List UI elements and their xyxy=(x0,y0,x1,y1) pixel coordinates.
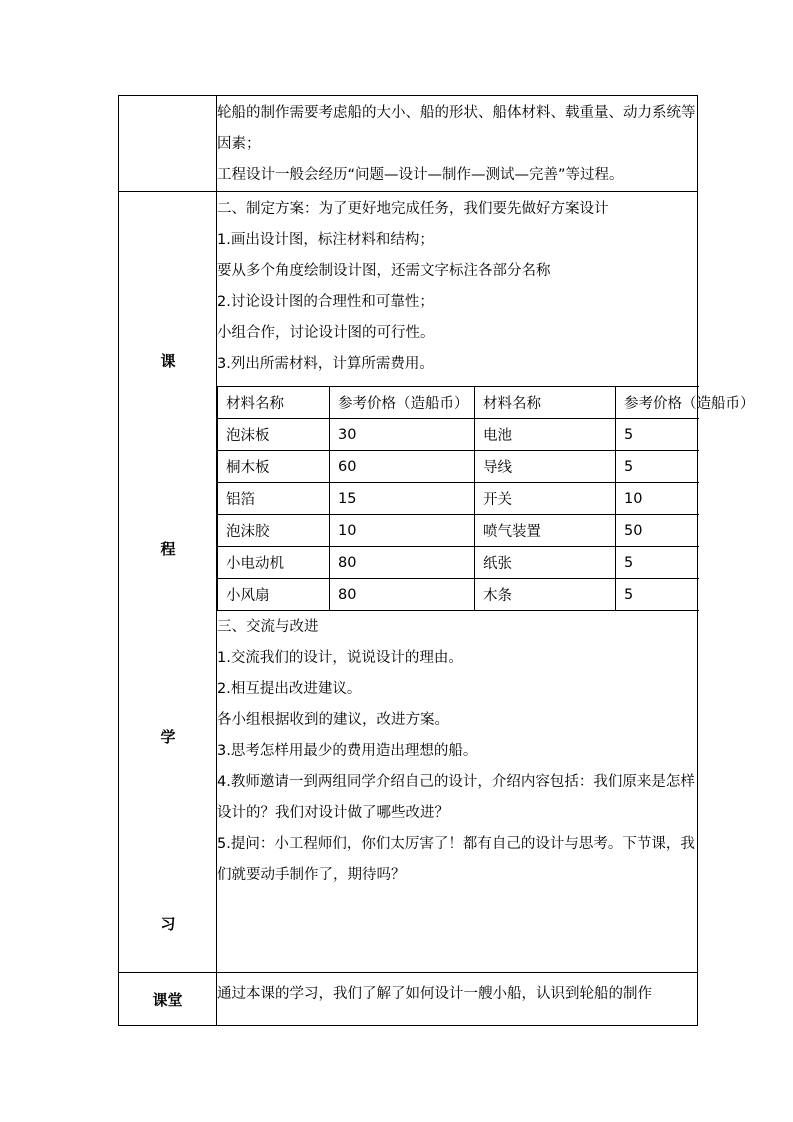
material-price: 80 xyxy=(330,547,475,579)
material-price: 10 xyxy=(330,515,475,547)
material-price: 50 xyxy=(616,515,699,547)
header-material-name-1: 材料名称 xyxy=(218,387,330,419)
exchange-heading: 三、交流与改进 xyxy=(217,619,319,635)
exchange-step-5: 5.提问：小工程师们，你们太厉害了！都有自己的设计与思考。下节课，我们就要动手制作了，期待吗？ xyxy=(217,836,695,883)
table-row xyxy=(218,547,699,579)
material-price: 30 xyxy=(330,419,475,451)
material-name: 泡沫胶 xyxy=(218,515,330,547)
plan-step-1-note: 要从多个角度绘制设计图，还需文字标注各部分名称 xyxy=(217,263,551,279)
label-char-2: 程 xyxy=(160,540,176,558)
label-char-1: 课 xyxy=(160,352,176,370)
material-price: 80 xyxy=(330,579,475,611)
table-row xyxy=(218,515,699,547)
material-price: 5 xyxy=(616,451,699,483)
material-name: 木条 xyxy=(475,579,616,611)
material-name: 桐木板 xyxy=(218,451,330,483)
material-name: 泡沫板 xyxy=(218,419,330,451)
plan-heading: 二、制定方案：为了更好地完成任务，我们要先做好方案设计 xyxy=(217,201,609,217)
material-price: 15 xyxy=(330,483,475,515)
exchange-step-1: 1.交流我们的设计，说说设计的理由。 xyxy=(217,650,463,666)
material-name: 铝箔 xyxy=(218,483,330,515)
material-price: 60 xyxy=(330,451,475,483)
summary-content-cell xyxy=(217,973,698,1026)
material-price: 10 xyxy=(616,483,699,515)
exchange-step-2: 2.相互提出改进建议。 xyxy=(217,681,362,697)
material-name: 导线 xyxy=(475,451,616,483)
intro-content-cell xyxy=(217,96,698,192)
intro-line-1: 轮船的制作需要考虑船的大小、船的形状、船体材料、载重量、动力系统等因素； xyxy=(217,105,696,152)
plan-step-2: 2.讨论设计图的合理性和可靠性； xyxy=(217,294,434,310)
header-price-1: 参考价格（造船币） xyxy=(330,387,475,419)
process-label-cell xyxy=(119,192,217,973)
materials-table xyxy=(217,386,755,611)
header-material-name-2: 材料名称 xyxy=(475,387,616,419)
exchange-step-4: 4.教师邀请一到两组同学介绍自己的设计，介绍内容包括：我们原来是怎样设计的？我们对设计做了哪些改进？ xyxy=(217,774,695,821)
material-price: 5 xyxy=(616,579,699,611)
material-price: 5 xyxy=(616,547,699,579)
material-name: 纸张 xyxy=(475,547,616,579)
materials-header-row xyxy=(218,387,699,419)
process-content-cell xyxy=(217,192,755,973)
plan-step-2-note: 小组合作，讨论设计图的可行性。 xyxy=(217,325,435,341)
header-price-2: 参考价格（造船币） xyxy=(616,387,699,419)
material-name: 喷气装置 xyxy=(475,515,616,547)
exchange-step-2-note: 各小组根据收到的建议，改进方案。 xyxy=(217,712,449,728)
plan-step-1: 1.画出设计图，标注材料和结构； xyxy=(217,232,434,248)
label-char-3: 学 xyxy=(160,728,176,746)
table-row xyxy=(218,579,699,611)
intro-left-cell xyxy=(119,96,217,192)
summary-text: 通过本课的学习，我们了解了如何设计一艘小船，认识到轮船的制作 xyxy=(217,986,652,1002)
table-row xyxy=(218,451,699,483)
summary-label: 课堂 xyxy=(119,973,217,1026)
plan-step-3: 3.列出所需材料，计算所需费用。 xyxy=(217,356,434,372)
material-name: 小风扇 xyxy=(218,579,330,611)
process-row xyxy=(119,192,698,973)
intro-row xyxy=(119,96,698,192)
intro-line-2: 工程设计一般会经历“问题—设计—制作—测试—完善”等过程。 xyxy=(217,167,624,183)
exchange-step-3: 3.思考怎样用最少的费用造出理想的船。 xyxy=(217,743,478,759)
summary-row xyxy=(119,973,698,1026)
label-char-4: 习 xyxy=(160,915,176,933)
lesson-plan-table xyxy=(118,95,755,1026)
table-row xyxy=(218,483,699,515)
material-name: 小电动机 xyxy=(218,547,330,579)
material-name: 电池 xyxy=(475,419,616,451)
material-price: 5 xyxy=(616,419,699,451)
material-name: 开关 xyxy=(475,483,616,515)
table-row xyxy=(218,419,699,451)
